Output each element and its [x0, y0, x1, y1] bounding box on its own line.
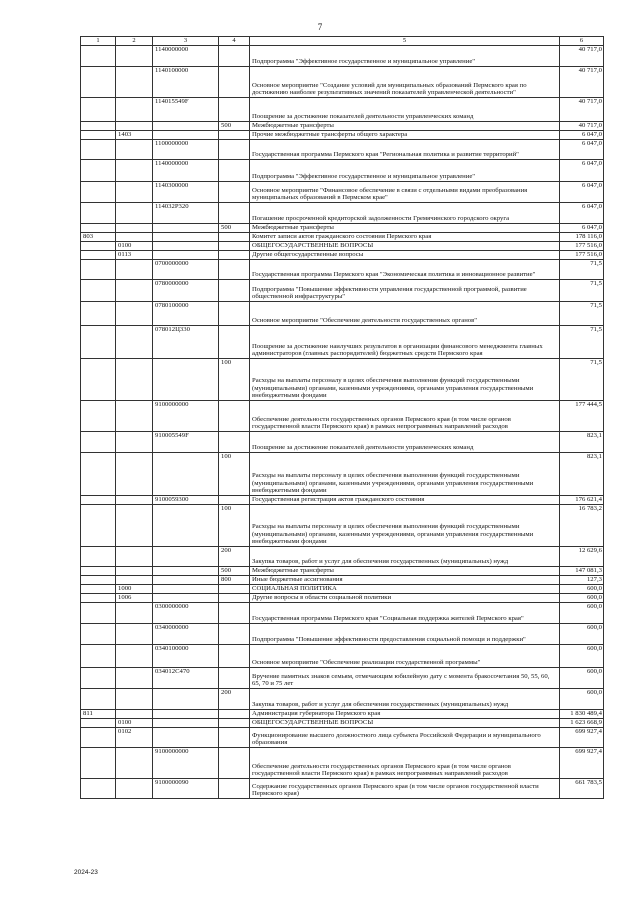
target-article-cell: 910005549F	[153, 432, 219, 453]
expense-type-cell	[219, 326, 250, 359]
amount-cell: 40 717,0	[560, 67, 604, 98]
expense-type-cell	[219, 710, 250, 719]
section-code-cell	[116, 359, 153, 401]
table-row	[81, 748, 604, 779]
amount-cell: 40 717,0	[560, 46, 604, 67]
target-article-cell: 0700000000	[153, 260, 219, 280]
admin-code-cell	[81, 505, 116, 547]
section-code-cell	[116, 603, 153, 624]
target-article-cell: 0780100000	[153, 302, 219, 326]
section-code-cell: 1000	[116, 585, 153, 594]
expense-type-cell	[219, 302, 250, 326]
admin-code-cell	[81, 260, 116, 280]
description-cell: Расходы на выплаты персоналу в целях обеспечения выполнения функций государственными (муниципальными) органами, казенными учреждениями, органами управления государственными внебюджетными фондами	[250, 359, 560, 401]
header-col-1: 1	[81, 37, 116, 46]
expense-type-cell	[219, 280, 250, 302]
amount-cell: 1 623 668,9	[560, 719, 604, 728]
section-code-cell	[116, 453, 153, 496]
description-cell: Государственная программа Пермского края "Экономическая политика и инновационное развитие"	[250, 260, 560, 280]
table-row	[81, 401, 604, 432]
expense-type-cell: 200	[219, 689, 250, 710]
expense-type-cell	[219, 182, 250, 203]
target-article-cell	[153, 131, 219, 140]
table-row	[81, 689, 604, 710]
amount-cell: 71,5	[560, 260, 604, 280]
table-row	[81, 547, 604, 567]
section-code-cell	[116, 182, 153, 203]
description-cell: Основное мероприятие "Обеспечение реализации государственной программы"	[250, 645, 560, 668]
admin-code-cell	[81, 668, 116, 689]
expense-type-cell: 500	[219, 224, 250, 233]
section-code-cell	[116, 668, 153, 689]
target-article-cell: 1100000000	[153, 140, 219, 160]
section-code-cell: 0100	[116, 242, 153, 251]
expense-type-cell	[219, 203, 250, 224]
expense-type-cell: 200	[219, 547, 250, 567]
target-article-cell	[153, 233, 219, 242]
admin-code-cell	[81, 359, 116, 401]
section-code-cell	[116, 645, 153, 668]
table-row	[81, 233, 604, 242]
admin-code-cell	[81, 496, 116, 505]
description-cell: Поощрение за достижение показателей деятельности управленческих команд	[250, 98, 560, 122]
expense-type-cell	[219, 251, 250, 260]
table-header-row	[81, 37, 604, 46]
target-article-cell: 1140300000	[153, 182, 219, 203]
description-cell: Подпрограмма "Эффективное государственное и муниципальное управление"	[250, 46, 560, 67]
table-row	[81, 182, 604, 203]
target-article-cell: 114015549F	[153, 98, 219, 122]
admin-code-cell	[81, 203, 116, 224]
description-cell: ОБЩЕГОСУДАРСТВЕННЫЕ ВОПРОСЫ	[250, 242, 560, 251]
expense-type-cell	[219, 67, 250, 98]
expense-type-cell	[219, 242, 250, 251]
amount-cell: 71,5	[560, 359, 604, 401]
section-code-cell: 1006	[116, 594, 153, 603]
table-row	[81, 160, 604, 182]
description-cell: Прочие межбюджетные трансферты общего характера	[250, 131, 560, 140]
admin-code-cell	[81, 779, 116, 799]
table-row	[81, 131, 604, 140]
amount-cell: 177 444,5	[560, 401, 604, 432]
amount-cell: 699 927,4	[560, 748, 604, 779]
description-cell: Обеспечение деятельности государственных органов Пермского края (в том числе органов государственной власти Пермского края) в рамках непрограммных направлений расходов	[250, 748, 560, 779]
section-code-cell	[116, 432, 153, 453]
table-row	[81, 496, 604, 505]
target-article-cell	[153, 547, 219, 567]
header-col-5: 5	[250, 37, 560, 46]
budget-table	[80, 36, 604, 799]
description-cell: Расходы на выплаты персоналу в целях обеспечения выполнения функций государственными (муниципальными) органами, казенными учреждениями, органами управления государственными внебюджетными фондами	[250, 505, 560, 547]
admin-code-cell	[81, 326, 116, 359]
section-code-cell	[116, 46, 153, 67]
amount-cell: 6 047,0	[560, 160, 604, 182]
table-row	[81, 728, 604, 748]
expense-type-cell	[219, 160, 250, 182]
table-row	[81, 603, 604, 624]
section-code-cell	[116, 122, 153, 131]
table-row	[81, 359, 604, 401]
expense-type-cell	[219, 594, 250, 603]
table-row	[81, 585, 604, 594]
target-article-cell: 9100059300	[153, 496, 219, 505]
target-article-cell	[153, 251, 219, 260]
admin-code-cell	[81, 67, 116, 98]
admin-code-cell	[81, 453, 116, 496]
amount-cell: 600,0	[560, 668, 604, 689]
expense-type-cell	[219, 624, 250, 645]
target-article-cell: 078012Ц330	[153, 326, 219, 359]
admin-code-cell	[81, 401, 116, 432]
expense-type-cell	[219, 779, 250, 799]
amount-cell: 71,5	[560, 302, 604, 326]
table-row	[81, 224, 604, 233]
expense-type-cell	[219, 98, 250, 122]
table-row	[81, 576, 604, 585]
target-article-cell	[153, 594, 219, 603]
admin-code-cell	[81, 594, 116, 603]
admin-code-cell	[81, 576, 116, 585]
section-code-cell	[116, 280, 153, 302]
amount-cell: 176 621,4	[560, 496, 604, 505]
table-row	[81, 710, 604, 719]
description-cell: Другие вопросы в области социальной политики	[250, 594, 560, 603]
section-code-cell	[116, 260, 153, 280]
admin-code-cell	[81, 645, 116, 668]
amount-cell: 823,1	[560, 453, 604, 496]
page-number: 7	[317, 22, 323, 32]
section-code-cell	[116, 496, 153, 505]
section-code-cell	[116, 567, 153, 576]
table-row	[81, 302, 604, 326]
footer-code: 2024-23	[74, 869, 98, 876]
expense-type-cell: 800	[219, 576, 250, 585]
section-code-cell	[116, 576, 153, 585]
table-row	[81, 67, 604, 98]
description-cell: СОЦИАЛЬНАЯ ПОЛИТИКА	[250, 585, 560, 594]
expense-type-cell: 500	[219, 122, 250, 131]
target-article-cell: 1140000000	[153, 46, 219, 67]
description-cell: Закупка товаров, работ и услуг для обеспечения государственных (муниципальных) нужд	[250, 547, 560, 567]
section-code-cell	[116, 326, 153, 359]
target-article-cell	[153, 359, 219, 401]
admin-code-cell	[81, 182, 116, 203]
table-row	[81, 140, 604, 160]
section-code-cell	[116, 401, 153, 432]
amount-cell: 40 717,0	[560, 98, 604, 122]
section-code-cell	[116, 505, 153, 547]
target-article-cell	[153, 689, 219, 710]
section-code-cell	[116, 302, 153, 326]
expense-type-cell	[219, 131, 250, 140]
amount-cell: 600,0	[560, 585, 604, 594]
expense-type-cell	[219, 645, 250, 668]
amount-cell: 600,0	[560, 603, 604, 624]
description-cell: Поощрение за достижение наилучших результатов в организации финансового менеджмента главных администраторов (главных распорядителей) бюджетных средств Пермского края	[250, 326, 560, 359]
expense-type-cell: 100	[219, 359, 250, 401]
amount-cell: 6 047,0	[560, 140, 604, 160]
amount-cell: 178 116,0	[560, 233, 604, 242]
expense-type-cell: 100	[219, 505, 250, 547]
expense-type-cell	[219, 260, 250, 280]
description-cell: Основное мероприятие "Создание условий для муниципальных образований Пермского края по достижению наиболее результативных значений показателей управленческой деятельности"	[250, 67, 560, 98]
amount-cell: 661 783,5	[560, 779, 604, 799]
description-cell: Обеспечение деятельности государственных органов Пермского края (в том числе органов государственной власти Пермского края) в рамках непрограммных направлений расходов	[250, 401, 560, 432]
target-article-cell: 9100000000	[153, 748, 219, 779]
target-article-cell: 034012С470	[153, 668, 219, 689]
admin-code-cell: 811	[81, 710, 116, 719]
amount-cell: 600,0	[560, 624, 604, 645]
section-code-cell: 0102	[116, 728, 153, 748]
description-cell: Администрация губернатора Пермского края	[250, 710, 560, 719]
table-row	[81, 251, 604, 260]
target-article-cell	[153, 719, 219, 728]
admin-code-cell	[81, 46, 116, 67]
description-cell: Подпрограмма "Эффективное государственное и муниципальное управление"	[250, 160, 560, 182]
description-cell: Закупка товаров, работ и услуг для обеспечения государственных (муниципальных) нужд	[250, 689, 560, 710]
target-article-cell: 1140100000	[153, 67, 219, 98]
target-article-cell	[153, 728, 219, 748]
description-cell: Иные бюджетные ассигнования	[250, 576, 560, 585]
table-row	[81, 453, 604, 496]
amount-cell: 1 830 489,4	[560, 710, 604, 719]
header-col-3: 3	[153, 37, 219, 46]
section-code-cell	[116, 779, 153, 799]
admin-code-cell	[81, 748, 116, 779]
amount-cell: 6 047,0	[560, 131, 604, 140]
table-row	[81, 260, 604, 280]
table-row	[81, 326, 604, 359]
section-code-cell	[116, 224, 153, 233]
target-article-cell: 114032P320	[153, 203, 219, 224]
expense-type-cell	[219, 401, 250, 432]
description-cell: Основное мероприятие "Обеспечение деятельности государственных органов"	[250, 302, 560, 326]
description-cell: Подпрограмма "Повышение эффективности управления государственной программой, развитие общественной инфраструктуры"	[250, 280, 560, 302]
target-article-cell	[153, 242, 219, 251]
target-article-cell	[153, 505, 219, 547]
description-cell: Государственная программа Пермского края "Региональная политика и развитие территорий"	[250, 140, 560, 160]
table-row	[81, 624, 604, 645]
section-code-cell	[116, 67, 153, 98]
admin-code-cell	[81, 131, 116, 140]
description-cell: Государственная регистрация актов гражданского состояния	[250, 496, 560, 505]
description-cell: Межбюджетные трансферты	[250, 122, 560, 131]
admin-code-cell	[81, 302, 116, 326]
section-code-cell: 1403	[116, 131, 153, 140]
admin-code-cell	[81, 432, 116, 453]
admin-code-cell	[81, 603, 116, 624]
amount-cell: 600,0	[560, 594, 604, 603]
amount-cell: 600,0	[560, 645, 604, 668]
admin-code-cell	[81, 719, 116, 728]
expense-type-cell	[219, 719, 250, 728]
table-row	[81, 122, 604, 131]
admin-code-cell	[81, 280, 116, 302]
amount-cell: 600,0	[560, 689, 604, 710]
description-cell: Комитет записи актов гражданского состояния Пермского края	[250, 233, 560, 242]
section-code-cell	[116, 140, 153, 160]
admin-code-cell	[81, 689, 116, 710]
expense-type-cell	[219, 46, 250, 67]
section-code-cell	[116, 547, 153, 567]
table-row	[81, 645, 604, 668]
amount-cell: 699 927,4	[560, 728, 604, 748]
amount-cell: 127,3	[560, 576, 604, 585]
section-code-cell	[116, 233, 153, 242]
expense-type-cell: 100	[219, 453, 250, 496]
amount-cell: 823,1	[560, 432, 604, 453]
expense-type-cell	[219, 668, 250, 689]
admin-code-cell	[81, 98, 116, 122]
admin-code-cell	[81, 251, 116, 260]
expense-type-cell	[219, 432, 250, 453]
target-article-cell	[153, 576, 219, 585]
target-article-cell	[153, 453, 219, 496]
expense-type-cell	[219, 585, 250, 594]
admin-code-cell	[81, 224, 116, 233]
description-cell: Поощрение за достижение показателей деятельности управленческих команд	[250, 432, 560, 453]
expense-type-cell	[219, 603, 250, 624]
admin-code-cell	[81, 567, 116, 576]
table-row	[81, 594, 604, 603]
amount-cell: 147 081,3	[560, 567, 604, 576]
header-col-4: 4	[219, 37, 250, 46]
target-article-cell: 9100000000	[153, 401, 219, 432]
table-row	[81, 203, 604, 224]
table-row	[81, 719, 604, 728]
section-code-cell	[116, 748, 153, 779]
expense-type-cell	[219, 728, 250, 748]
amount-cell: 6 047,0	[560, 224, 604, 233]
admin-code-cell	[81, 547, 116, 567]
description-cell: Другие общегосударственные вопросы	[250, 251, 560, 260]
expense-type-cell	[219, 140, 250, 160]
description-cell: Функционирование высшего должностного лица субъекта Российской Федерации и муниципального образования	[250, 728, 560, 748]
target-article-cell	[153, 567, 219, 576]
admin-code-cell	[81, 585, 116, 594]
target-article-cell	[153, 122, 219, 131]
section-code-cell	[116, 98, 153, 122]
table-row	[81, 505, 604, 547]
expense-type-cell	[219, 496, 250, 505]
expense-type-cell: 500	[219, 567, 250, 576]
target-article-cell	[153, 224, 219, 233]
admin-code-cell	[81, 140, 116, 160]
section-code-cell	[116, 689, 153, 710]
section-code-cell: 0100	[116, 719, 153, 728]
admin-code-cell: 803	[81, 233, 116, 242]
amount-cell: 177 516,0	[560, 242, 604, 251]
admin-code-cell	[81, 122, 116, 131]
description-cell: Государственная программа Пермского края "Социальная поддержка жителей Пермского края"	[250, 603, 560, 624]
amount-cell: 177 516,0	[560, 251, 604, 260]
table-row	[81, 280, 604, 302]
section-code-cell	[116, 160, 153, 182]
description-cell: Межбюджетные трансферты	[250, 224, 560, 233]
description-cell: Межбюджетные трансферты	[250, 567, 560, 576]
header-col-2: 2	[116, 37, 153, 46]
table-row	[81, 668, 604, 689]
description-cell: Содержание государственных органов Пермского края (в том числе органов государственной власти Пермского края)	[250, 779, 560, 799]
target-article-cell: 0780000000	[153, 280, 219, 302]
expense-type-cell	[219, 233, 250, 242]
description-cell: Погашение просроченной кредиторской задолженности Гремячинского городского округа	[250, 203, 560, 224]
target-article-cell: 9100000090	[153, 779, 219, 799]
table-row	[81, 46, 604, 67]
admin-code-cell	[81, 242, 116, 251]
section-code-cell	[116, 710, 153, 719]
target-article-cell	[153, 710, 219, 719]
table-row	[81, 432, 604, 453]
description-cell: Расходы на выплаты персоналу в целях обеспечения выполнения функций государственными (муниципальными) органами, казенными учреждениями, органами управления государственными внебюджетными фондами	[250, 453, 560, 496]
description-cell: ОБЩЕГОСУДАРСТВЕННЫЕ ВОПРОСЫ	[250, 719, 560, 728]
table-row	[81, 567, 604, 576]
description-cell: Вручение памятных знаков семьям, отмечающим юбилейную дату с момента бракосочетания 50, 55, 60, 65, 70 и 75 лет	[250, 668, 560, 689]
amount-cell: 71,5	[560, 326, 604, 359]
target-article-cell: 1140000000	[153, 160, 219, 182]
section-code-cell	[116, 203, 153, 224]
table-row	[81, 242, 604, 251]
section-code-cell	[116, 624, 153, 645]
target-article-cell: 0340000000	[153, 624, 219, 645]
target-article-cell	[153, 585, 219, 594]
amount-cell: 16 783,2	[560, 505, 604, 547]
admin-code-cell	[81, 160, 116, 182]
table-row	[81, 98, 604, 122]
amount-cell: 6 047,0	[560, 203, 604, 224]
header-col-6: 6	[560, 37, 604, 46]
description-cell: Основное мероприятие "Финансовое обеспечение в связи с отдельными видами преобразования муниципальных образований в Пермском крае"	[250, 182, 560, 203]
target-article-cell: 0300000000	[153, 603, 219, 624]
expense-type-cell	[219, 748, 250, 779]
admin-code-cell	[81, 624, 116, 645]
amount-cell: 6 047,0	[560, 182, 604, 203]
amount-cell: 12 629,6	[560, 547, 604, 567]
section-code-cell: 0113	[116, 251, 153, 260]
description-cell: Подпрограмма "Повышение эффективности предоставления социальной помощи и поддержки"	[250, 624, 560, 645]
table-row	[81, 779, 604, 799]
admin-code-cell	[81, 728, 116, 748]
amount-cell: 40 717,0	[560, 122, 604, 131]
target-article-cell: 0340100000	[153, 645, 219, 668]
amount-cell: 71,5	[560, 280, 604, 302]
